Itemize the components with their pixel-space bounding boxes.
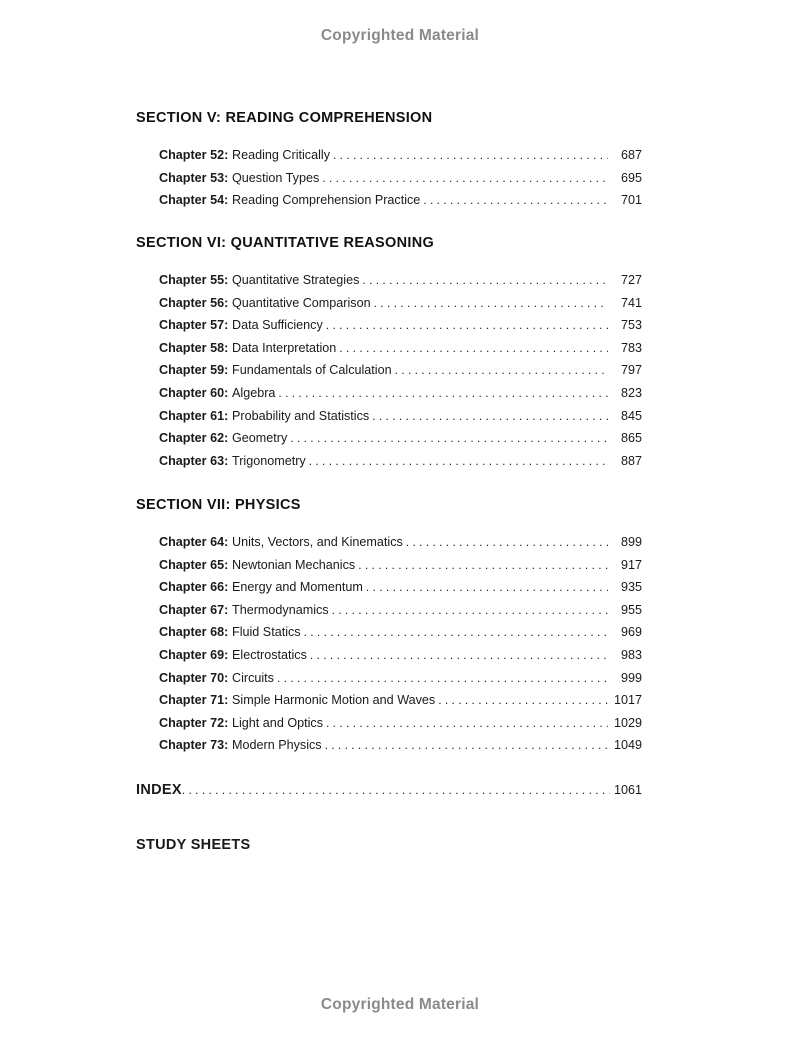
dot-leader [333, 144, 608, 167]
watermark-bottom: Copyrighted Material [320, 996, 480, 1013]
chapter-number: Chapter 65: [159, 557, 229, 572]
section-physics [136, 495, 646, 757]
chapter-title: Modern Physics [232, 738, 322, 753]
dot-leader [325, 734, 608, 757]
dot-leader [278, 382, 608, 405]
toc-entry[interactable] [159, 576, 642, 599]
toc-entry[interactable] [159, 599, 642, 622]
toc-entry[interactable] [159, 292, 642, 315]
chapter-title: Trigonometry [232, 453, 306, 468]
dot-leader [362, 269, 608, 292]
section-title: SECTION VII: PHYSICS [136, 497, 301, 513]
dot-leader [406, 531, 608, 554]
chapter-number: Chapter 72: [159, 715, 229, 730]
dot-leader [322, 167, 608, 190]
chapter-title: Light and Optics [232, 715, 324, 730]
chapter-number: Chapter 60: [159, 385, 229, 400]
page-number: 823 [620, 385, 642, 400]
chapter-title: Circuits [232, 670, 274, 685]
chapter-number: Chapter 69: [159, 647, 229, 662]
page-number: 983 [620, 647, 642, 662]
toc-entry[interactable] [159, 189, 642, 212]
toc-entry[interactable] [159, 269, 642, 292]
chapter-number: Chapter 57: [159, 318, 229, 333]
toc-entry[interactable] [159, 554, 642, 577]
chapter-number: Chapter 61: [159, 408, 229, 423]
chapter-number: Chapter 52: [159, 148, 229, 162]
toc-entry[interactable] [159, 712, 642, 735]
section-title: SECTION V: READING COMPREHENSION [136, 110, 433, 126]
chapter-number: Chapter 53: [159, 170, 229, 185]
page-number: 797 [620, 363, 642, 378]
chapter-title: Fundamentals of Calculation [232, 363, 392, 378]
dot-leader [290, 427, 608, 450]
page-number: 1061 [613, 783, 642, 797]
page-number: 687 [620, 148, 642, 162]
chapter-title: Energy and Momentum [232, 580, 363, 595]
chapter-number: Chapter 63: [159, 453, 229, 468]
chapter-number: Chapter 70: [159, 670, 229, 685]
chapter-list [136, 531, 646, 757]
chapter-number: Chapter 73: [159, 738, 229, 753]
chapter-title: Geometry [232, 431, 288, 446]
chapter-title: Algebra [232, 385, 276, 400]
toc-entry[interactable] [159, 644, 642, 667]
chapter-title: Data Sufficiency [232, 318, 323, 333]
toc-entry[interactable] [159, 427, 642, 450]
chapter-number: Chapter 56: [159, 295, 229, 310]
toc-entry-study-sheets[interactable]: STUDY SHEETS [136, 837, 251, 853]
toc-entry[interactable] [159, 689, 642, 712]
chapter-number: Chapter 71: [159, 693, 229, 708]
dot-leader [374, 292, 608, 315]
chapter-title: Probability and Statistics [232, 408, 370, 423]
page-number: 955 [620, 602, 642, 617]
chapter-title: Data Interpretation [232, 340, 337, 355]
dot-leader [182, 779, 610, 801]
chapter-title: Quantitative Strategies [232, 273, 360, 287]
chapter-number: Chapter 58: [159, 340, 229, 355]
chapter-number: Chapter 59: [159, 363, 229, 378]
chapter-number: Chapter 54: [159, 193, 229, 208]
page-number: 741 [620, 295, 642, 310]
dot-leader [358, 554, 608, 577]
page-number: 969 [620, 625, 642, 640]
page-number: 917 [620, 557, 642, 572]
page-number: 845 [620, 408, 642, 423]
page-number: 887 [620, 453, 642, 468]
chapter-number: Chapter 66: [159, 580, 229, 595]
section-quantitative-reasoning [136, 233, 646, 472]
dot-leader [277, 667, 608, 690]
dot-leader [372, 405, 608, 428]
page-number: 865 [620, 431, 642, 446]
chapter-number: Chapter 67: [159, 602, 229, 617]
toc-entry[interactable] [159, 531, 642, 554]
toc-entry[interactable] [159, 359, 642, 382]
dot-leader [326, 314, 608, 337]
dot-leader [309, 450, 608, 473]
chapter-title: Reading Critically [232, 148, 330, 162]
chapter-number: Chapter 62: [159, 431, 229, 446]
chapter-list [136, 269, 646, 472]
dot-leader [366, 576, 608, 599]
chapter-title: Question Types [232, 170, 320, 185]
dot-leader [438, 689, 608, 712]
chapter-title: Newtonian Mechanics [232, 557, 356, 572]
page-number: 1029 [613, 715, 642, 730]
toc-entry[interactable] [159, 621, 642, 644]
chapter-title: Thermodynamics [232, 602, 329, 617]
chapter-number: Chapter 64: [159, 535, 229, 549]
toc-entry-index[interactable] [136, 779, 642, 801]
page-number: 1049 [613, 738, 642, 753]
chapter-number: Chapter 55: [159, 273, 229, 287]
index-label: INDEX [136, 782, 182, 798]
toc-entry[interactable] [159, 314, 642, 337]
dot-leader [310, 644, 608, 667]
dot-leader [326, 712, 608, 735]
dot-leader [304, 621, 608, 644]
toc-entry[interactable] [159, 450, 642, 473]
toc-entry[interactable] [159, 337, 642, 360]
chapter-title: Simple Harmonic Motion and Waves [232, 693, 436, 708]
chapter-title: Reading Comprehension Practice [232, 193, 421, 208]
page-number: 695 [620, 170, 642, 185]
chapter-title: Fluid Statics [232, 625, 301, 640]
dot-leader [395, 359, 608, 382]
chapter-list [136, 144, 646, 212]
chapter-title: Quantitative Comparison [232, 295, 371, 310]
page-number: 753 [620, 318, 642, 333]
page-number: 899 [620, 535, 642, 549]
toc-entry[interactable] [159, 167, 642, 190]
toc-entry[interactable] [159, 734, 642, 757]
page-number: 999 [620, 670, 642, 685]
section-reading-comprehension [136, 108, 646, 212]
dot-leader [423, 189, 608, 212]
dot-leader [339, 337, 608, 360]
page-number: 1017 [613, 693, 642, 708]
toc-entry[interactable] [159, 405, 642, 428]
section-title: SECTION VI: QUANTITATIVE REASONING [136, 235, 435, 251]
toc-entry[interactable] [159, 667, 642, 690]
page-number: 935 [620, 580, 642, 595]
chapter-title: Units, Vectors, and Kinematics [232, 535, 403, 549]
toc-entry[interactable] [159, 382, 642, 405]
page-number: 701 [620, 193, 642, 208]
chapter-title: Electrostatics [232, 647, 307, 662]
page-number: 727 [620, 273, 642, 287]
page-number: 783 [620, 340, 642, 355]
dot-leader [332, 599, 608, 622]
watermark-top: Copyrighted Material [320, 27, 480, 44]
chapter-number: Chapter 68: [159, 625, 229, 640]
toc-entry[interactable] [159, 144, 642, 167]
